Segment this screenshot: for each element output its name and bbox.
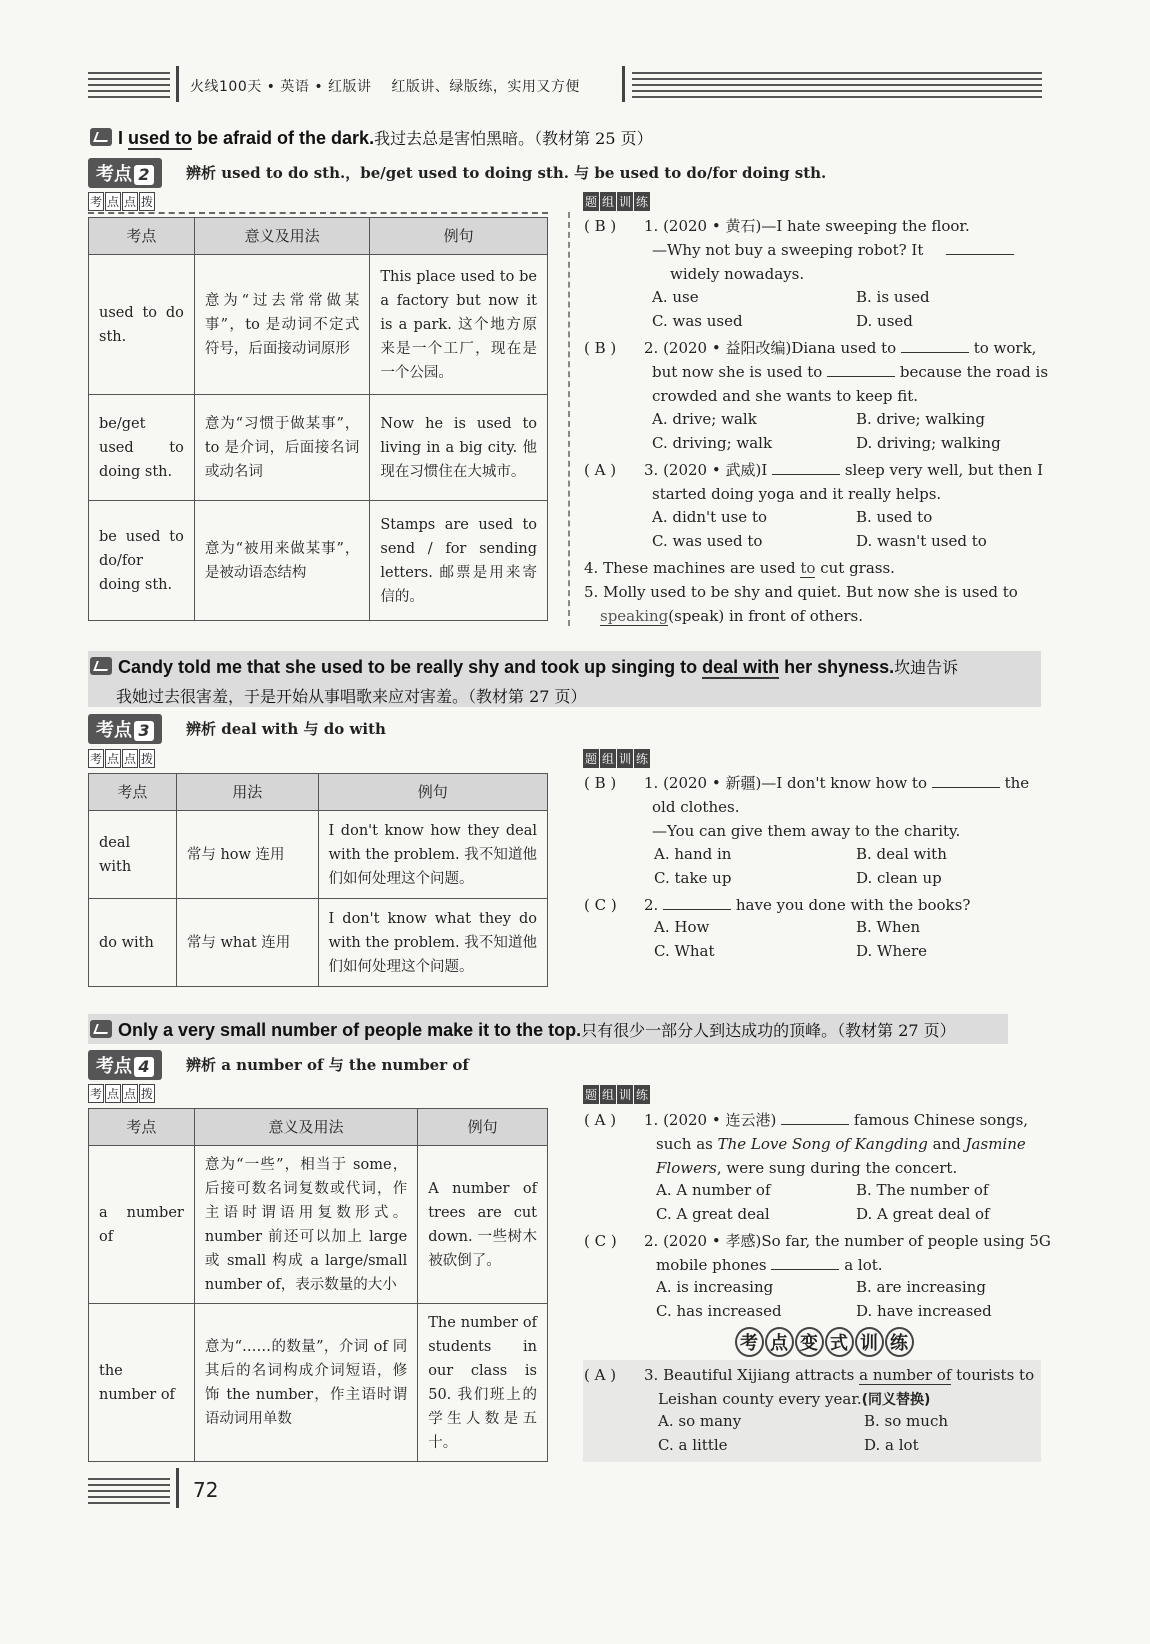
q3-option-c[interactable]: C. was used to [652, 532, 763, 550]
question-1: ( B ) 1. (2020 • 黄石)—I hate sweeping the floor. [584, 217, 970, 235]
section2-sentence: Candy told me that she used to be really shy and took up singing to deal with her shyness.坎迪告诉 [90, 655, 958, 678]
s3-question-2: ( C ) 2. (2020 • 孝感)So far, the number of people using 5G [584, 1232, 1051, 1250]
s3-q3-option-d[interactable]: D. a lot [864, 1436, 919, 1454]
question-3: ( A ) 3. (2020 • 武威)I sleep very well, but then I [584, 461, 1044, 479]
usage-table-2: 考点 用法 例句 deal with 常与 how 连用 I don't know how they deal with the problem. 我不知道他们如何处理这个问题。 do with 常与 what 连用 I don't know what they do with the problem. 我不知道他们如何处理这个问题。 [88, 773, 548, 987]
page-number: 72 [193, 1478, 219, 1502]
s3-question-1: ( A ) 1. (2020 • 连云港) famous Chinese songs, [584, 1111, 1029, 1129]
q1-option-b[interactable]: B. is used [856, 288, 930, 306]
table-row: deal with 常与 how 连用 I don't know how they deal with the problem. 我不知道他们如何处理这个问题。 [89, 811, 548, 899]
dianbo-label: 考 点 点 拨 [88, 1084, 156, 1103]
question-2-line3: crowded and she wants to keep fit. [652, 387, 919, 405]
question-1-line3: widely nowadays. [670, 265, 805, 283]
s3-q1-option-d[interactable]: D. A great deal of [856, 1205, 990, 1223]
s3-q1-option-c[interactable]: C. A great deal [656, 1205, 770, 1223]
header-divider-right [622, 66, 625, 102]
question-2-line2: but now she is used to because the road is [652, 363, 1049, 381]
kaodian-badge-2: 考点 2 [88, 158, 162, 188]
footer-divider [176, 1468, 179, 1508]
divider [88, 212, 548, 214]
q2-option-d[interactable]: D. driving; walking [856, 434, 1001, 452]
kaodian-title-2: 辨析 used to do sth.，be/get used to doing sth. 与 be used to do/for doing sth. [186, 164, 827, 182]
s2-question-1-line2: old clothes. [652, 798, 740, 816]
s3-q2-option-d[interactable]: D. have increased [856, 1302, 992, 1320]
footer-rule [88, 1478, 170, 1508]
s2-question-1-line3: —You can give them away to the charity. [652, 822, 961, 840]
kaodian-badge-4: 考点 4 [88, 1050, 162, 1080]
s2-q1-option-d[interactable]: D. clean up [856, 869, 942, 887]
section1-sentence: I used to be afraid of the dark.我过去总是害怕黑暗。（教材第 25 页） [90, 126, 653, 149]
dianbo-label: 考 点 点 拨 [88, 749, 156, 768]
header-rule-left [88, 72, 170, 102]
s3-question-2-line2: mobile phones a lot. [656, 1256, 883, 1274]
s2-q2-option-b[interactable]: B. When [856, 918, 921, 936]
column-divider [568, 212, 572, 626]
question-2: ( B ) 2. (2020 • 益阳改编)Diana used to to work, [584, 339, 1037, 357]
usage-table-1: 考点 意义及用法 例句 used to do sth. 意为“过去常常做某事”，to 是动词不定式符号，后面接动词原形 This place used to be a factory but now it is a park. 这个地方原来是一个工厂，现在是一个公园。 be/get used to doing sth. 意为“习惯于做某事”，to 是介词，后面接名词或动名词 Now he is used to living in a big city. 他现在习惯住在大城市。 be used to do/for doing sth. 意为“被用来做某事”，是被动语态结构 Stamps are used to send / for sending letters. 邮票是用来寄信的。 [88, 217, 548, 621]
s2-q2-option-a[interactable]: A. How [654, 918, 710, 936]
question-5: 5. Molly used to be shy and quiet. But now she is used to [584, 583, 1018, 601]
header-book-title: 火线100天 • 英语 • 红版讲 红版讲、绿版练，实用又方便 [190, 79, 580, 95]
question-5-line2: speaking(speak) in front of others. [600, 607, 863, 625]
pen-icon [90, 128, 112, 146]
question-1-line2: —Why not buy a sweeping robot? It [652, 238, 1014, 262]
dianbo-label: 考 点 点 拨 [88, 192, 156, 211]
xunlian-label: 题 组 训 练 [583, 749, 651, 768]
header-divider [176, 66, 179, 102]
table-row: the number of 意为“……的数量”，介词 of 同其后的名词构成介词短语，修饰 the number，作主语时谓语动词用单数 The number of students in our class is 50. 我们班上的学生人数是五十。 [89, 1304, 548, 1462]
usage-table-3: 考点 意义及用法 例句 a number of 意为“一些”，相当于 some，后接可数名词复数或代词，作主语时谓语用复数形式。number 前还可以加上 large 或 small 构成 a large/small number of，表示数量的大小 A number of trees are cut down. 一些树木被砍倒了。 the number of 意为“……的数量”，介词 of 同其后的名词构成介词短语，修饰 the number，作主语时谓语动词用单数 The number of students in our class is 50. 我们班上的学生人数是五十。 [88, 1108, 548, 1462]
q2-option-c[interactable]: C. driving; walk [652, 434, 773, 452]
q3-option-b[interactable]: B. used to [856, 508, 933, 526]
q1-option-c[interactable]: C. was used [652, 312, 743, 330]
s3-q3-option-c[interactable]: C. a little [658, 1436, 728, 1454]
s3-q1-option-b[interactable]: B. The number of [856, 1181, 989, 1199]
table-row: be/get used to doing sth. 意为“习惯于做某事”，to 是介词，后面接名词或动名词 Now he is used to living in a big city. 他现在习惯住在大城市。 [89, 395, 548, 501]
question-3-line2: started doing yoga and it really helps. [652, 485, 942, 503]
s2-question-1: ( B ) 1. (2020 • 新疆)—I don't know how to the [584, 774, 1030, 792]
q2-option-b[interactable]: B. drive; walking [856, 410, 986, 428]
s3-question-3: ( A ) 3. Beautiful Xijiang attracts a number of tourists to [584, 1366, 1035, 1384]
s2-question-2: ( C ) 2. have you done with the books? [584, 896, 971, 914]
s2-q2-option-d[interactable]: D. Where [856, 942, 928, 960]
section3-sentence: Only a very small number of people make it to the top.只有很少一部分人到达成功的顶峰。（教材第 27 页） [90, 1018, 956, 1041]
pen-icon [90, 1020, 112, 1038]
q3-option-d[interactable]: D. wasn't used to [856, 532, 987, 550]
kaodian-title-3: 辨析 deal with 与 do with [186, 720, 386, 738]
kaodian-badge-3: 考点 3 [88, 714, 162, 744]
s3-q1-option-a[interactable]: A. A number of [656, 1181, 771, 1199]
s2-q1-option-a[interactable]: A. hand in [654, 845, 732, 863]
s3-question-1-line3: Flowers, were sung during the concert. [656, 1159, 958, 1177]
section2-sentence-cn: 我她过去很害羞，于是开始从事唱歌来应对害羞。（教材第 27 页） [116, 687, 587, 706]
kaodian-title-4: 辨析 a number of 与 the number of [186, 1056, 469, 1074]
q1-option-d[interactable]: D. used [856, 312, 913, 330]
xunlian-label: 题 组 训 练 [583, 1085, 651, 1104]
question-4: 4. These machines are used to cut grass. [584, 559, 895, 577]
s3-q3-option-b[interactable]: B. so much [864, 1412, 949, 1430]
table-row: do with 常与 what 连用 I don't know what they do with the problem. 我不知道他们如何处理这个问题。 [89, 899, 548, 987]
table-row: used to do sth. 意为“过去常常做某事”，to 是动词不定式符号，后面接动词原形 This place used to be a factory but now it is a park. 这个地方原来是一个工厂，现在是一个公园。 [89, 255, 548, 395]
s3-question-1-line2: such as The Love Song of Kangding and Jasmine [656, 1135, 1026, 1153]
table-row: be used to do/for doing sth. 意为“被用来做某事”，是被动语态结构 Stamps are used to send / for sending letters. 邮票是用来寄信的。 [89, 501, 548, 621]
xunlian-label: 题 组 训 练 [583, 192, 651, 211]
table-row: a number of 意为“一些”，相当于 some，后接可数名词复数或代词，作主语时谓语用复数形式。number 前还可以加上 large 或 small 构成 a large/small number of，表示数量的大小 A number of trees are cut down. 一些树木被砍倒了。 [89, 1146, 548, 1304]
variant-training-title: 考 点 变 式 训 练 [735, 1327, 915, 1357]
q2-option-a[interactable]: A. drive; walk [652, 410, 757, 428]
s3-q2-option-b[interactable]: B. are increasing [856, 1278, 986, 1296]
s2-q2-option-c[interactable]: C. What [654, 942, 715, 960]
header-rule-right [632, 72, 1042, 102]
s3-q3-option-a[interactable]: A. so many [658, 1412, 742, 1430]
s3-question-3-line2: Leishan county every year.(同义替换) [658, 1390, 931, 1408]
s3-q2-option-c[interactable]: C. has increased [656, 1302, 782, 1320]
s3-q2-option-a[interactable]: A. is increasing [656, 1278, 774, 1296]
s2-q1-option-b[interactable]: B. deal with [856, 845, 947, 863]
q1-option-a[interactable]: A. use [652, 288, 699, 306]
s2-q1-option-c[interactable]: C. take up [654, 869, 732, 887]
pen-icon [90, 657, 112, 675]
q3-option-a[interactable]: A. didn't use to [652, 508, 768, 526]
